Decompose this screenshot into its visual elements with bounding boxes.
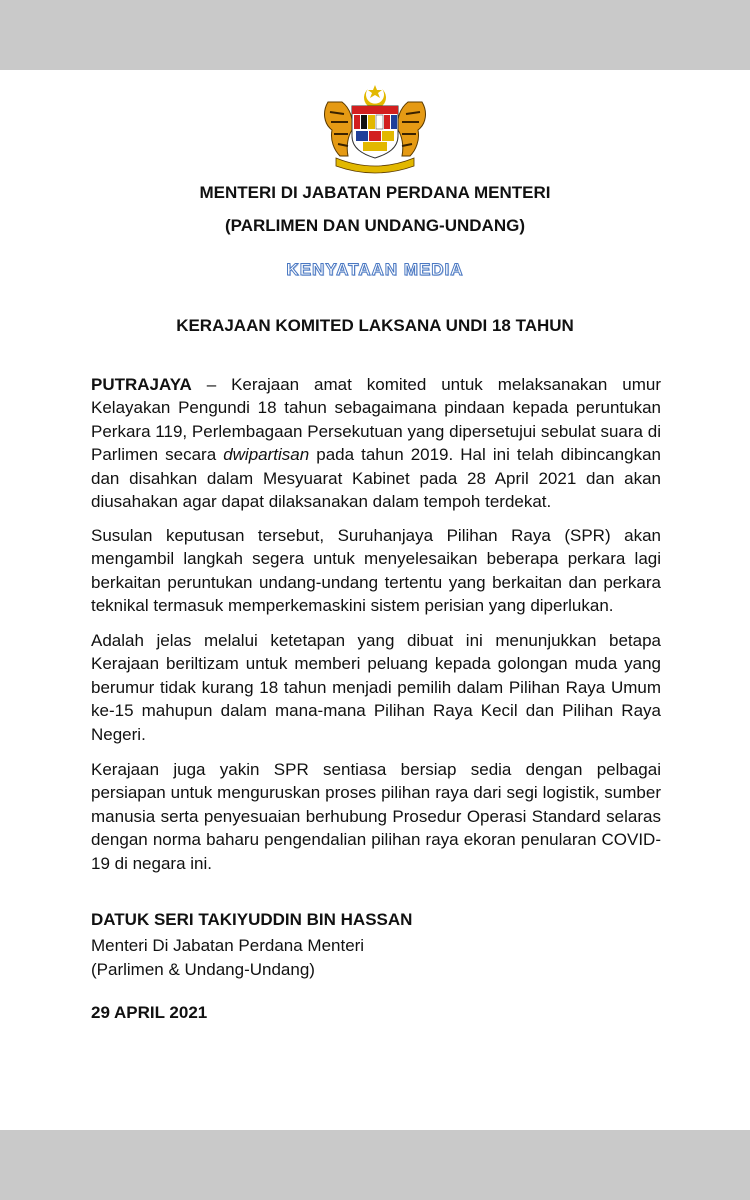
- ministry-title: MENTERI DI JABATAN PERDANA MENTERI: [199, 183, 551, 202]
- document-page: [0, 70, 750, 1130]
- paragraph-3: Adalah jelas melalui ketetapan yang dibuat ini menunjukkan betapa Kerajaan beriltizam untuk memberi peluang kepada golongan muda yang berumur tidak kurang 18 tahun menjadi pemilih dalam Pilihan Raya Umum ke-15 mahupun dalam mana-mana Pilihan Raya Kecil dan Pilihan Raya Negeri.: [91, 631, 661, 744]
- paragraph-1-italic: dwipartisan: [223, 445, 310, 465]
- signatory-name: DATUK SERI TAKIYUDDIN BIN HASSAN: [91, 910, 413, 929]
- paragraph-1-text-a: – Kerajaan amat komited untuk melaksanakan umur Kelayakan Pengundi 18 tahun sebagaimana pindaan kepada peruntukan Perkara 119, Perlembagaan Persekutuan yang dipersetujui sebulat suara di Parlimen secara: [91, 375, 661, 465]
- dateline: PUTRAJAYA: [91, 375, 192, 394]
- paragraph-1-text-b: pada tahun 2019. Hal ini telah dibincangkan dan disahkan dalam Mesyuarat Kabinet pada 28 April 2021 dan akan diusahakan agar dapat dilaksanakan dalam tempoh terdekat.: [91, 445, 661, 512]
- bottom-band: [0, 1130, 750, 1200]
- signatory-title: Menteri Di Jabatan Perdana Menteri: [91, 936, 365, 955]
- signatory-portfolio: (Parlimen & Undang-Undang): [91, 960, 315, 979]
- top-band: [0, 0, 750, 70]
- paragraph-4: Kerajaan juga yakin SPR sentiasa bersiap sedia dengan pelbagai persiapan untuk menguruskan proses pilihan raya dari segi logistik, sumber manusia serta penyesuaian berhubung Prosedur Operasi Standard selaras dengan norma baharu pengendalian pilihan raya ekoran penularan COVID-19 di negara ini.: [91, 760, 661, 873]
- paragraph-1: [91, 373, 661, 513]
- headline: KERAJAAN KOMITED LAKSANA UNDI 18 TAHUN: [176, 316, 574, 335]
- ministry-subtitle: (PARLIMEN DAN UNDANG-UNDANG): [225, 216, 525, 235]
- media-statement-label: KENYATAAN MEDIA: [286, 260, 464, 279]
- paragraph-2: Susulan keputusan tersebut, Suruhanjaya Pilihan Raya (SPR) akan mengambil langkah segera untuk menyelesaikan beberapa perkara lagi berkaitan peruntukan undang-undang tertentu yang berkaitan dan perkara teknikal termasuk memperkemaskini sistem perisian yang diperlukan.: [91, 526, 661, 616]
- coat-of-arms-icon: [318, 84, 432, 174]
- statement-date: 29 APRIL 2021: [91, 1003, 208, 1022]
